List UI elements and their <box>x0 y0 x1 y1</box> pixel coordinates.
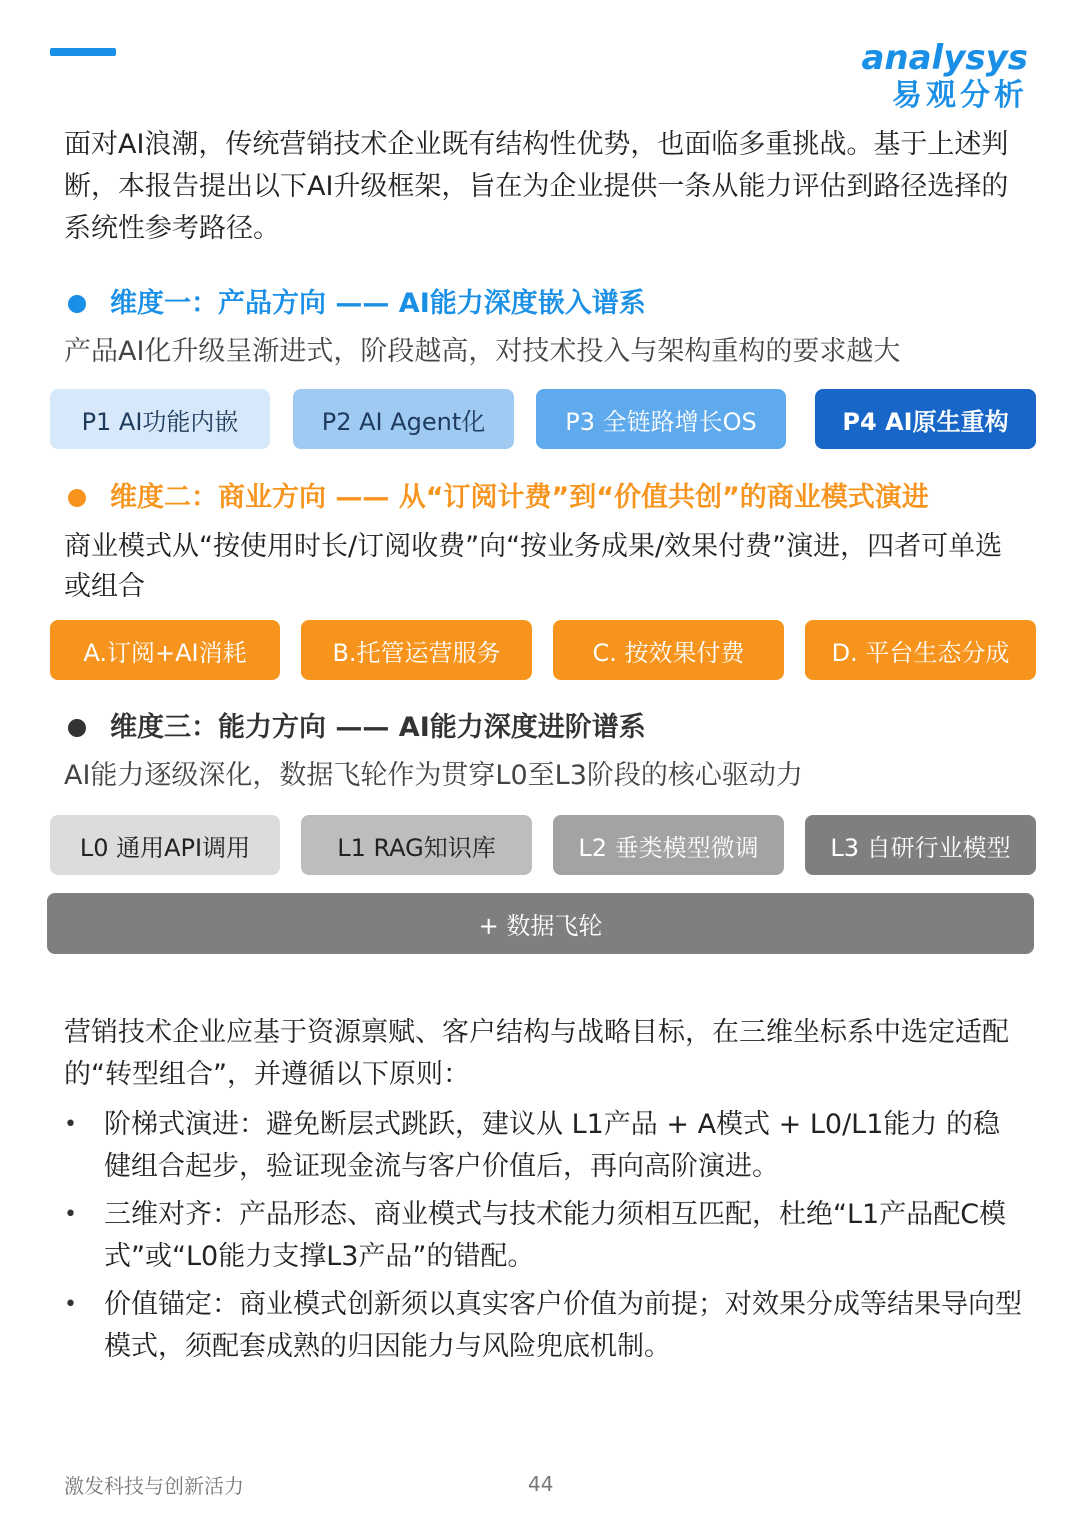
chip-l1: L1 RAG知识库 <box>301 815 532 875</box>
chip-l0: L0 通用API调用 <box>50 815 280 875</box>
dimension-2-title-text: 维度二：商业方向 —— 从“订阅计费”到“价值共创”的商业模式演进 <box>110 482 929 513</box>
footer-slogan: 激发科技与创新活力 <box>64 1474 244 1498</box>
chip-p1: P1 AI功能内嵌 <box>50 389 270 449</box>
chip-p4: P4 AI原生重构 <box>815 389 1036 449</box>
logo <box>861 38 1028 114</box>
bullet-icon: • <box>64 1292 77 1317</box>
chip-p3: P3 全链路增长OS <box>536 389 786 449</box>
logo-chinese: 易观分析 <box>892 78 1028 113</box>
dimension-3-title-text: 维度三：能力方向 —— AI能力深度进阶谱系 <box>110 712 646 743</box>
bullet-icon: • <box>64 1202 77 1227</box>
dimension-1-title-text: 维度一：产品方向 —— AI能力深度嵌入谱系 <box>110 288 646 319</box>
logo-english: analysys <box>861 38 1028 78</box>
chip-c: C. 按效果付费 <box>553 620 784 680</box>
chip-a: A.订阅+AI消耗 <box>50 620 280 680</box>
chip-l2: L2 垂类模型微调 <box>553 815 784 875</box>
principles-list <box>64 1104 1024 1374</box>
bullet-dot-icon <box>68 295 86 313</box>
chip-b: B.托管运营服务 <box>301 620 532 680</box>
principles-intro: 营销技术企业应基于资源禀赋、客户结构与战略目标，在三维坐标系中选定适配的“转型组合”，并遵循以下原则： <box>64 1017 1009 1090</box>
chip-d: D. 平台生态分成 <box>805 620 1036 680</box>
bullet-dot-icon <box>68 719 86 737</box>
dimension-1-subtitle: 产品AI化升级呈渐进式，阶段越高，对技术投入与架构重构的要求越大 <box>64 336 901 367</box>
chip-p2: P2 AI Agent化 <box>293 389 514 449</box>
dimension-3-title <box>64 710 646 746</box>
list-item: • 阶梯式演进：避免断层式跳跃，建议从 L1产品 + A模式 + L0/L1能力 的稳健组合起步，验证现金流与客户价值后，再向高阶演进。 <box>64 1104 1024 1188</box>
dimension-2-subtitle: 商业模式从“按使用时长/订阅收费”向“按业务成果/效果付费”演进，四者可单选或组合 <box>64 531 1003 602</box>
dimension-1-title <box>64 286 646 322</box>
dimension-2-title <box>64 480 929 516</box>
chip-l3: L3 自研行业模型 <box>805 815 1036 875</box>
list-item: • 三维对齐：产品形态、商业模式与技术能力须相互匹配，杜绝“L1产品配C模式”或“L0能力支撑L3产品”的错配。 <box>64 1194 1024 1278</box>
intro-paragraph: 面对AI浪潮，传统营销技术企业既有结构性优势，也面临多重挑战。基于上述判断，本报告提出以下AI升级框架，旨在为企业提供一条从能力评估到路径选择的系统性参考路径。 <box>64 129 1009 244</box>
header-accent-bar <box>50 48 116 56</box>
data-flywheel-bar: + 数据飞轮 <box>47 893 1034 954</box>
bullet-dot-icon <box>68 489 86 507</box>
dimension-3-subtitle: AI能力逐级深化，数据飞轮作为贯穿L0至L3阶段的核心驱动力 <box>64 760 803 791</box>
bullet-icon: • <box>64 1112 77 1137</box>
list-item: • 价值锚定：商业模式创新须以真实客户价值为前提；对效果分成等结果导向型模式，须配套成熟的归因能力与风险兜底机制。 <box>64 1284 1024 1368</box>
page-number: 44 <box>528 1472 554 1496</box>
